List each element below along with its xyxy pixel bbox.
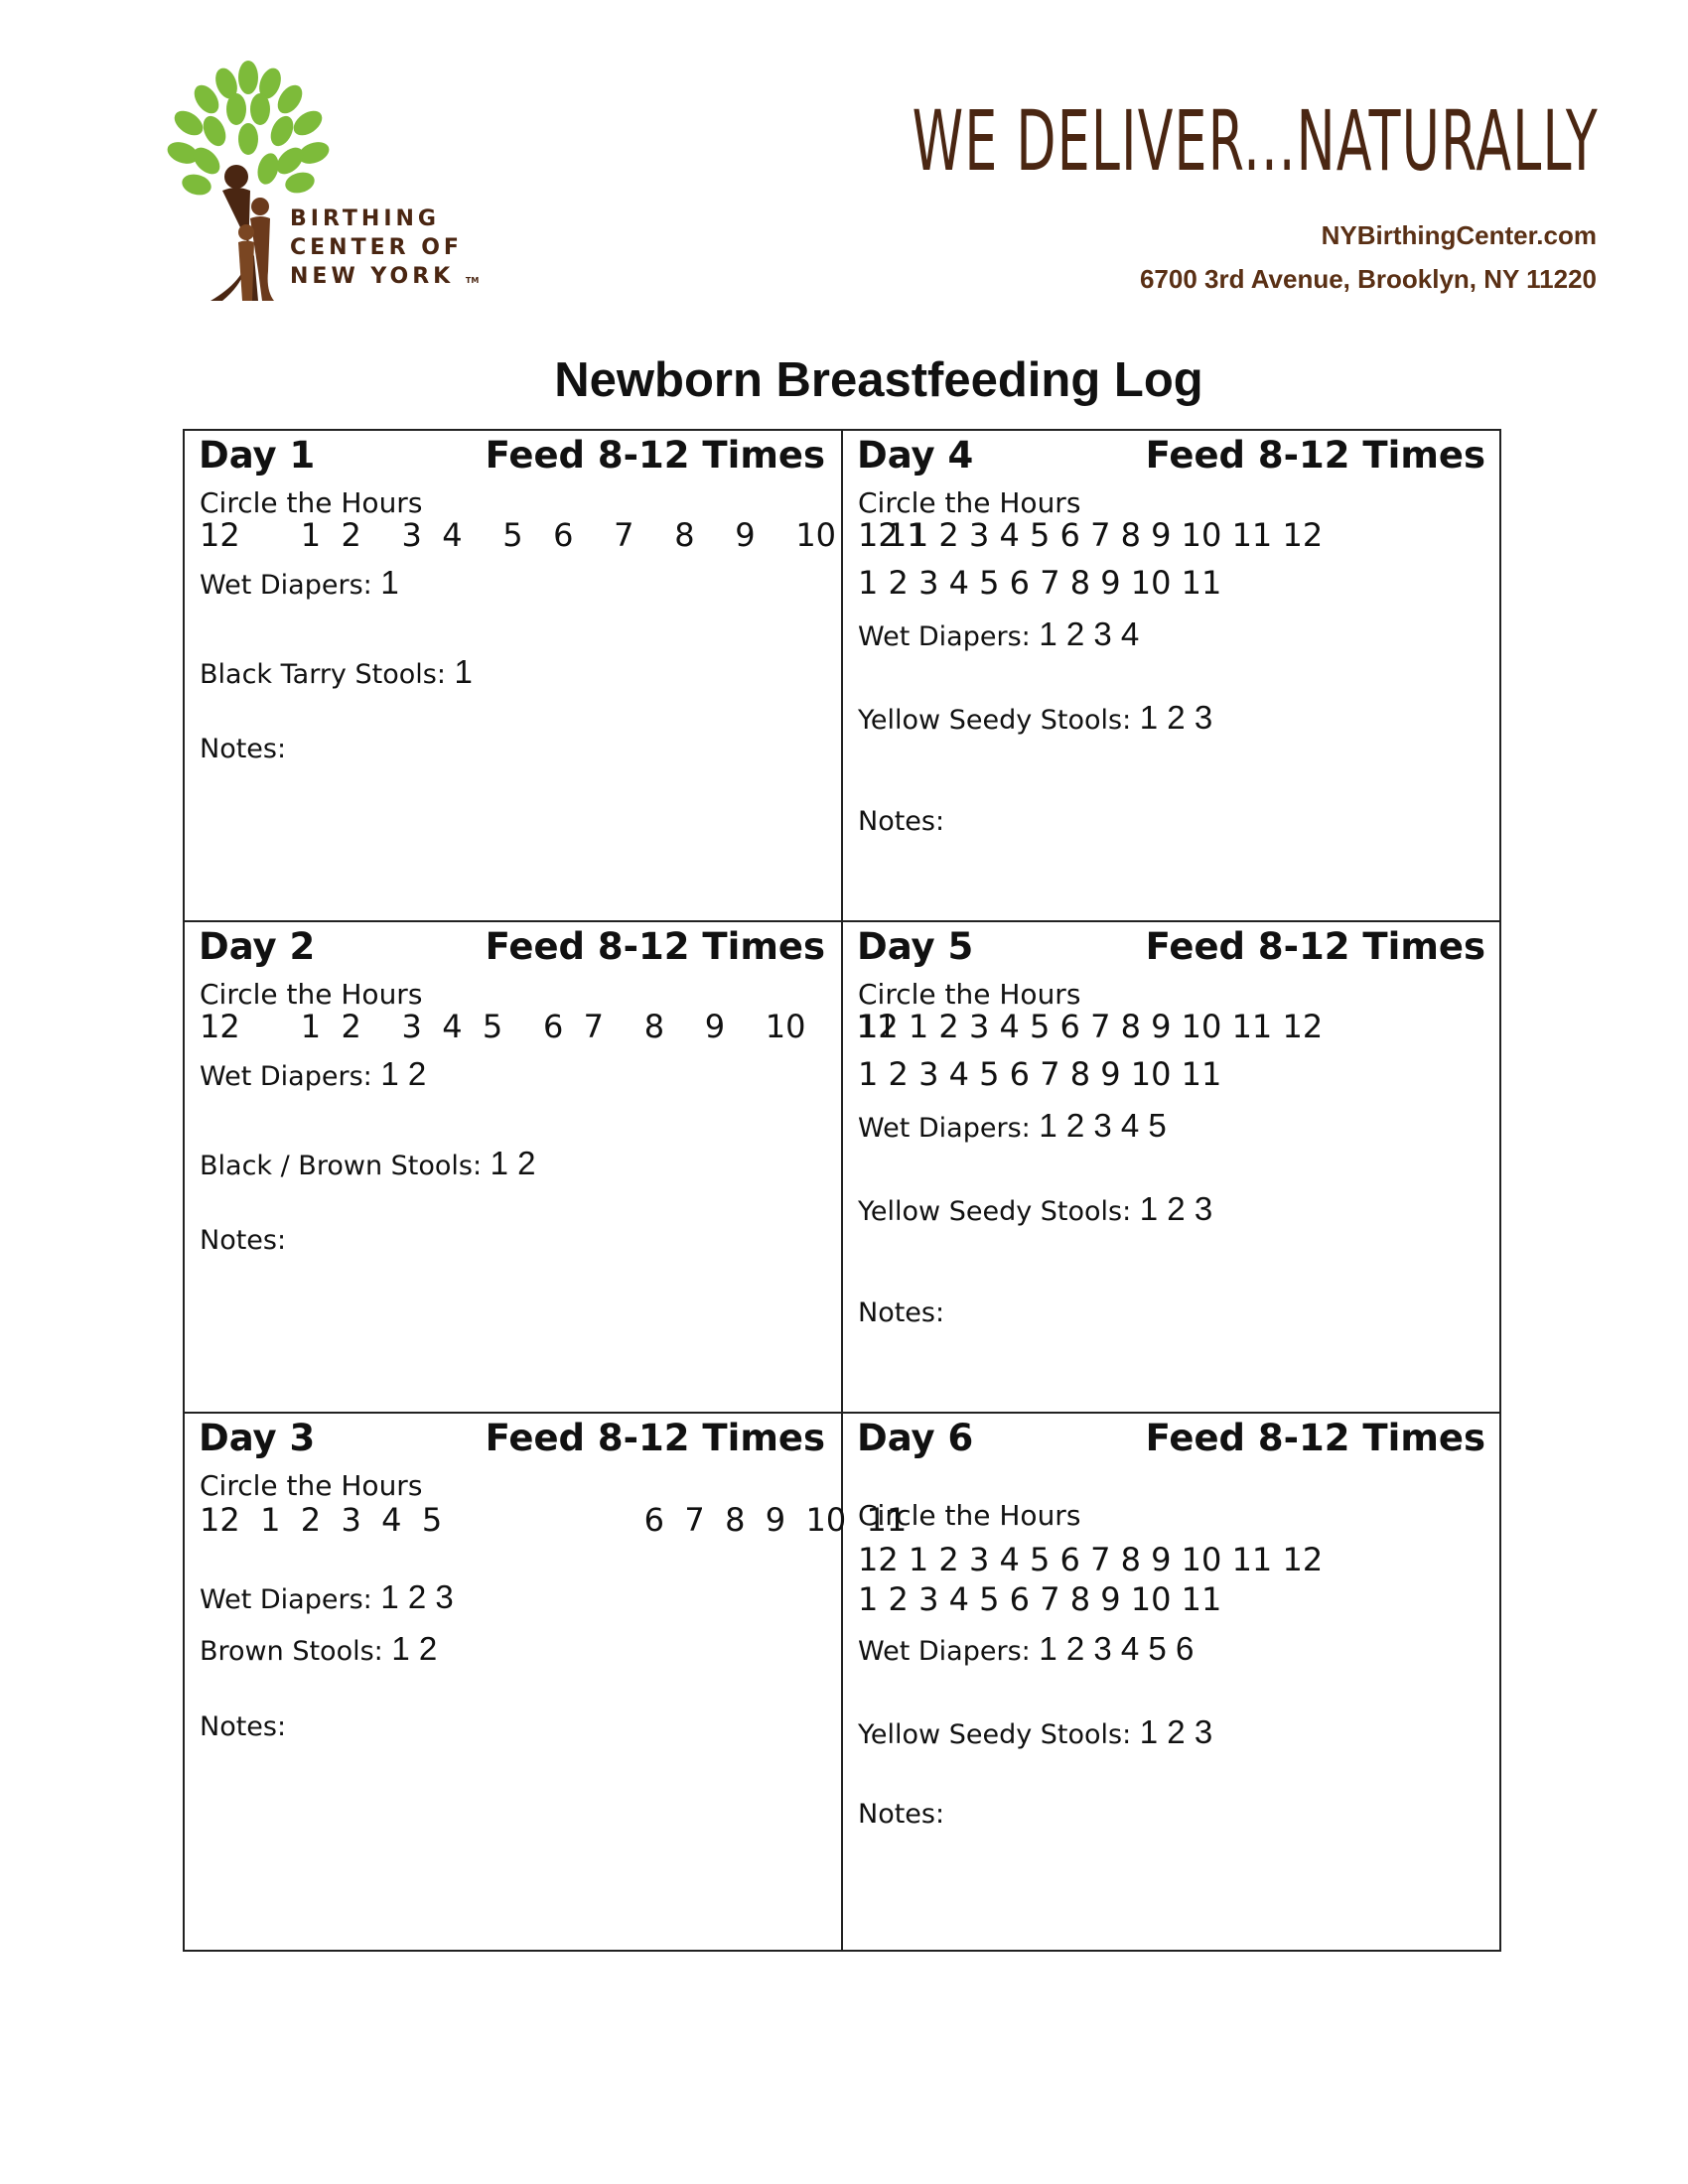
feed-instruction: Feed 8-12 Times [1145,925,1485,968]
day-6-cell [843,1414,1501,1950]
wet-diapers-values[interactable]: 1 2 [380,1055,427,1092]
birthing-center-logo [149,58,487,306]
feed-instruction: Feed 8-12 Times [485,1417,825,1459]
stools-values[interactable]: 1 2 3 [1139,699,1213,736]
stools-values[interactable]: 1 2 3 [1139,1190,1213,1227]
wet-diapers-label: Wet Diapers: [200,1061,381,1092]
center-address: 6700 3rd Avenue, Brooklyn, NY 11220 [1139,264,1597,294]
logo-line-2: CENTER OF [290,235,463,260]
circle-hours-label: Circle the Hours [200,1469,423,1502]
wet-diapers-values[interactable]: 1 2 3 4 [1039,615,1140,652]
notes-label[interactable]: Notes: [200,1225,287,1256]
stools-row [858,1713,1212,1751]
day-label: Day 1 [199,434,316,477]
day-label: Day 3 [199,1417,316,1459]
logo-line-3-text: NEW YORK [290,264,455,289]
hours-row-1[interactable]: 12 1 2 3 4 5 6 7 8 9 10 11 12 [858,1008,1324,1045]
notes-label[interactable]: Notes: [858,1297,945,1328]
circle-hours-label: Circle the Hours [200,486,423,519]
day-header [857,431,1485,480]
wet-diapers-label: Wet Diapers: [858,1113,1040,1144]
day-header [199,1414,825,1463]
hours-row[interactable]: 12 1 2 3 4 5 6 7 8 9 10 11 [200,1008,898,1045]
trademark-mark: TM [465,276,480,285]
stools-values[interactable]: 1 2 3 [1139,1713,1213,1750]
stools-row [200,1630,437,1668]
day-header [199,431,825,480]
day-label: Day 2 [199,925,316,968]
logo-line-3 [290,262,479,295]
day-label: Day 4 [857,434,974,477]
day-header [199,922,825,972]
day-header [857,1414,1485,1463]
stools-row [858,1190,1212,1228]
notes-label[interactable]: Notes: [858,1799,945,1830]
wet-diapers-row [200,1055,426,1093]
feed-instruction: Feed 8-12 Times [1145,434,1485,477]
hours-row-1[interactable]: 12 1 2 3 4 5 6 7 8 9 10 11 12 [858,1541,1324,1578]
hours-row-1[interactable]: 12 1 2 3 4 5 6 7 8 9 10 11 12 [858,516,1324,554]
wet-diapers-values[interactable]: 1 2 3 4 5 [1039,1107,1167,1144]
wet-diapers-label: Wet Diapers: [200,1584,381,1615]
stools-label: Black Tarry Stools: [200,659,455,690]
stools-label: Yellow Seedy Stools: [858,1719,1140,1750]
notes-label[interactable]: Notes: [200,734,287,764]
log-grid [183,429,1501,1952]
wet-diapers-row [200,564,399,602]
feed-instruction: Feed 8-12 Times [1145,1417,1485,1459]
hours-row[interactable]: 12 1 2 3 4 5 6 7 8 9 10 11 [200,516,927,554]
day-label: Day 5 [857,925,974,968]
day-3-cell [185,1414,908,1950]
wet-diapers-row [858,1630,1194,1668]
stools-label: Yellow Seedy Stools: [858,1196,1140,1227]
logo-line-1: BIRTHING [290,206,440,231]
tagline: WE DELIVER...NATURALLY [912,92,1599,190]
wet-diapers-label: Wet Diapers: [200,570,381,601]
page-header [0,0,1688,328]
day-header [857,922,1485,972]
stools-label: Brown Stools: [200,1636,392,1667]
wet-diapers-values[interactable]: 1 2 3 4 5 6 [1039,1630,1195,1667]
page-title: Newborn Breastfeeding Log [554,353,1203,407]
website-link[interactable]: NYBirthingCenter.com [1321,220,1597,250]
stools-label: Yellow Seedy Stools: [858,705,1140,736]
notes-label[interactable]: Notes: [858,806,945,837]
wet-diapers-label: Wet Diapers: [858,621,1040,652]
stools-row [858,699,1212,737]
stools-values[interactable]: 1 [454,653,473,690]
circle-hours-label: Circle the Hours [858,978,1081,1011]
wet-diapers-label: Wet Diapers: [858,1636,1040,1667]
logo-wordmark [290,205,479,295]
hours-row[interactable]: 12 1 2 3 4 5 6 7 8 9 10 11 [200,1501,908,1539]
hours-row-2[interactable]: 1 2 3 4 5 6 7 8 9 10 11 [858,1055,1222,1093]
wet-diapers-row [858,615,1139,653]
stools-values[interactable]: 1 2 [391,1630,438,1667]
feed-instruction: Feed 8-12 Times [485,434,825,477]
circle-hours-label: Circle the Hours [858,486,1081,519]
hours-row-2[interactable]: 1 2 3 4 5 6 7 8 9 10 11 [858,1580,1222,1618]
day-label: Day 6 [857,1417,974,1459]
wet-diapers-row [200,1578,454,1616]
stools-label: Black / Brown Stools: [200,1151,491,1181]
wet-diapers-values[interactable]: 1 2 3 [380,1578,454,1615]
day-4-cell [843,431,1501,922]
stools-row [200,653,473,691]
feed-instruction: Feed 8-12 Times [485,925,825,968]
day-2-cell [185,922,898,1414]
hours-row-2[interactable]: 1 2 3 4 5 6 7 8 9 10 11 [858,564,1222,602]
circle-hours-label: Circle the Hours [858,1499,1081,1532]
notes-label[interactable]: Notes: [200,1711,287,1742]
stools-values[interactable]: 1 2 [490,1145,536,1181]
wet-diapers-values[interactable]: 1 [380,564,399,601]
circle-hours-label: Circle the Hours [200,978,423,1011]
stools-row [200,1145,536,1182]
day-5-cell [843,922,1501,1414]
wet-diapers-row [858,1107,1167,1145]
